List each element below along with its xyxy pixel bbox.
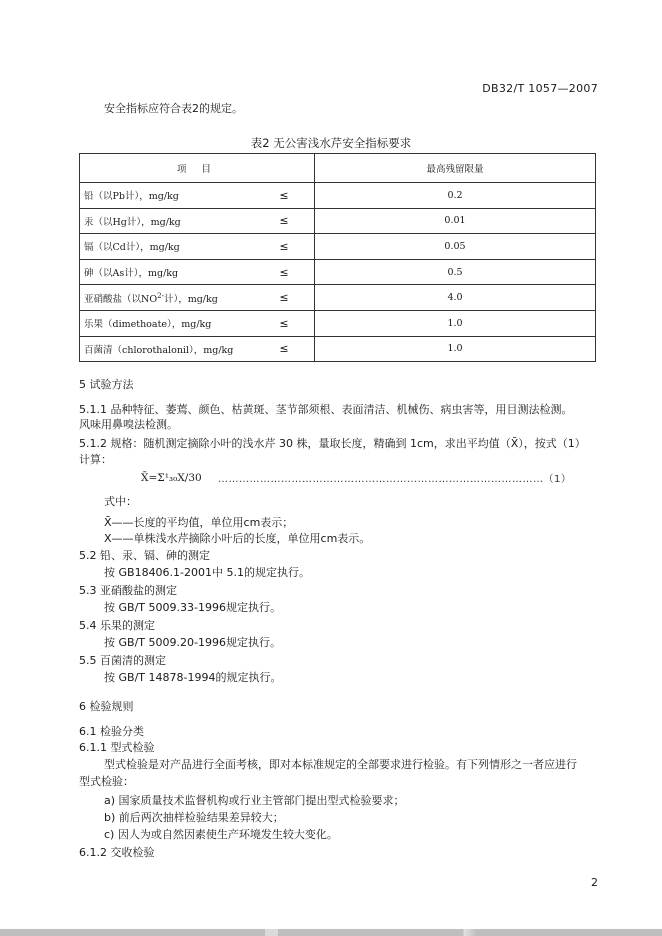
row-item-sup: 2- [157, 291, 164, 300]
row-item-post: 计），mg/kg [163, 293, 218, 305]
row-item [80, 285, 255, 311]
section-5-2-heading: 5.2 铅、汞、镉、砷的测定 [79, 549, 210, 562]
row-item-pre: 亚硝酸盐（以NO [84, 293, 158, 305]
row-operator: ≤ [254, 259, 315, 285]
page-number: 2 [591, 876, 598, 889]
section-5-2-text: 按 GB18406.1-2001中 5.1的规定执行。 [104, 566, 311, 579]
row-operator: ≤ [254, 183, 315, 209]
row-value: 1.0 [315, 310, 596, 336]
table-row [80, 259, 596, 285]
row-value: 0.5 [315, 259, 596, 285]
row-value: 4.0 [315, 285, 596, 311]
row-item: 砷（以As计），mg/kg [80, 259, 255, 285]
row-value: 0.01 [315, 208, 596, 234]
section-5-4-text: 按 GB/T 5009.20-1996规定执行。 [104, 636, 281, 649]
section-5-5-text: 按 GB/T 14878-1994的规定执行。 [104, 671, 282, 684]
list-item-a: a) 国家质量技术监督机构或行业主管部门提出型式检验要求； [104, 794, 405, 807]
row-item: 乐果（dimethoate），mg/kg [80, 310, 255, 336]
row-operator: ≤ [254, 310, 315, 336]
section-5-3-heading: 5.3 亚硝酸盐的测定 [79, 584, 177, 597]
formula-definition-mean: X̄——长度的平均值，单位用cm表示； [104, 516, 294, 529]
formula-number: …………………………………………………………………………………（1） [218, 474, 572, 485]
row-operator: ≤ [254, 208, 315, 234]
formula: X̄=Σ¹₃₀X/30 [141, 472, 202, 484]
clause-5-1-2-line2: 计算： [79, 453, 112, 466]
table-title: 表2 无公害浅水芹安全指标要求 [250, 136, 412, 150]
clause-5-1-2-line1: 5.1.2 规格：随机测定摘除小叶的浅水芹 30 株，量取长度，精确到 1cm，求出平均值（X̄），按式（1） [79, 437, 586, 450]
section-6-heading: 6 检验规则 [79, 700, 134, 713]
section-5-heading: 5 试验方法 [79, 378, 134, 391]
row-item: 百菌清（chlorothalonil），mg/kg [80, 336, 255, 362]
clause-5-1-1-line2: 风味用鼻嗅法检测。 [79, 418, 178, 431]
list-item-b: b) 前后两次抽样检验结果差异较大； [104, 811, 284, 824]
section-6-1-2-heading: 6.1.2 交收检验 [79, 846, 155, 859]
section-5-3-text: 按 GB/T 5009.33-1996规定执行。 [104, 601, 281, 614]
table-row [80, 336, 596, 362]
column-header-limit: 最高残留限量 [315, 154, 596, 183]
section-6-1-1-heading: 6.1.1 型式检验 [79, 741, 155, 754]
column-header-item: 项 目 [80, 154, 315, 183]
row-item: 镉（以Cd计），mg/kg [80, 234, 255, 260]
row-value: 0.2 [315, 183, 596, 209]
list-item-c: c) 因人为或自然因素使生产环境发生较大变化。 [104, 828, 338, 841]
row-operator: ≤ [254, 285, 315, 311]
standard-code: DB32/T 1057—2007 [482, 82, 598, 95]
row-value: 1.0 [315, 336, 596, 362]
safety-indicator-table [79, 153, 596, 362]
table-row [80, 285, 596, 311]
formula-definition-length: X——单株浅水芹摘除小叶后的长度，单位用cm表示。 [104, 532, 371, 545]
table-row [80, 310, 596, 336]
row-item: 汞（以Hg计），mg/kg [80, 208, 255, 234]
intro-text: 安全指标应符合表2的规定。 [104, 102, 243, 115]
formula-where: 式中： [104, 495, 137, 508]
table-header-row [80, 154, 596, 183]
section-5-4-heading: 5.4 乐果的测定 [79, 619, 155, 632]
row-operator: ≤ [254, 234, 315, 260]
clause-5-1-1-line1: 5.1.1 品种特征、萎蔫、颜色、枯黄斑、茎节部须根、表面清洁、机械伤、病虫害等，用目测法检测。 [79, 403, 573, 416]
table-row [80, 234, 596, 260]
table-row [80, 183, 596, 209]
clause-6-1-1-line2: 型式检验： [79, 775, 134, 788]
row-value: 0.05 [315, 234, 596, 260]
table-row [80, 208, 596, 234]
clause-6-1-1-line1: 型式检验是对产品进行全面考核，即对本标准规定的全部要求进行检验。有下列情形之一者应进行 [104, 758, 577, 771]
section-6-1-heading: 6.1 检验分类 [79, 725, 144, 738]
scan-edge-strip [0, 929, 662, 936]
row-item: 铅（以Pb计），mg/kg [80, 183, 255, 209]
section-5-5-heading: 5.5 百菌清的测定 [79, 654, 166, 667]
row-operator: ≤ [254, 336, 315, 362]
